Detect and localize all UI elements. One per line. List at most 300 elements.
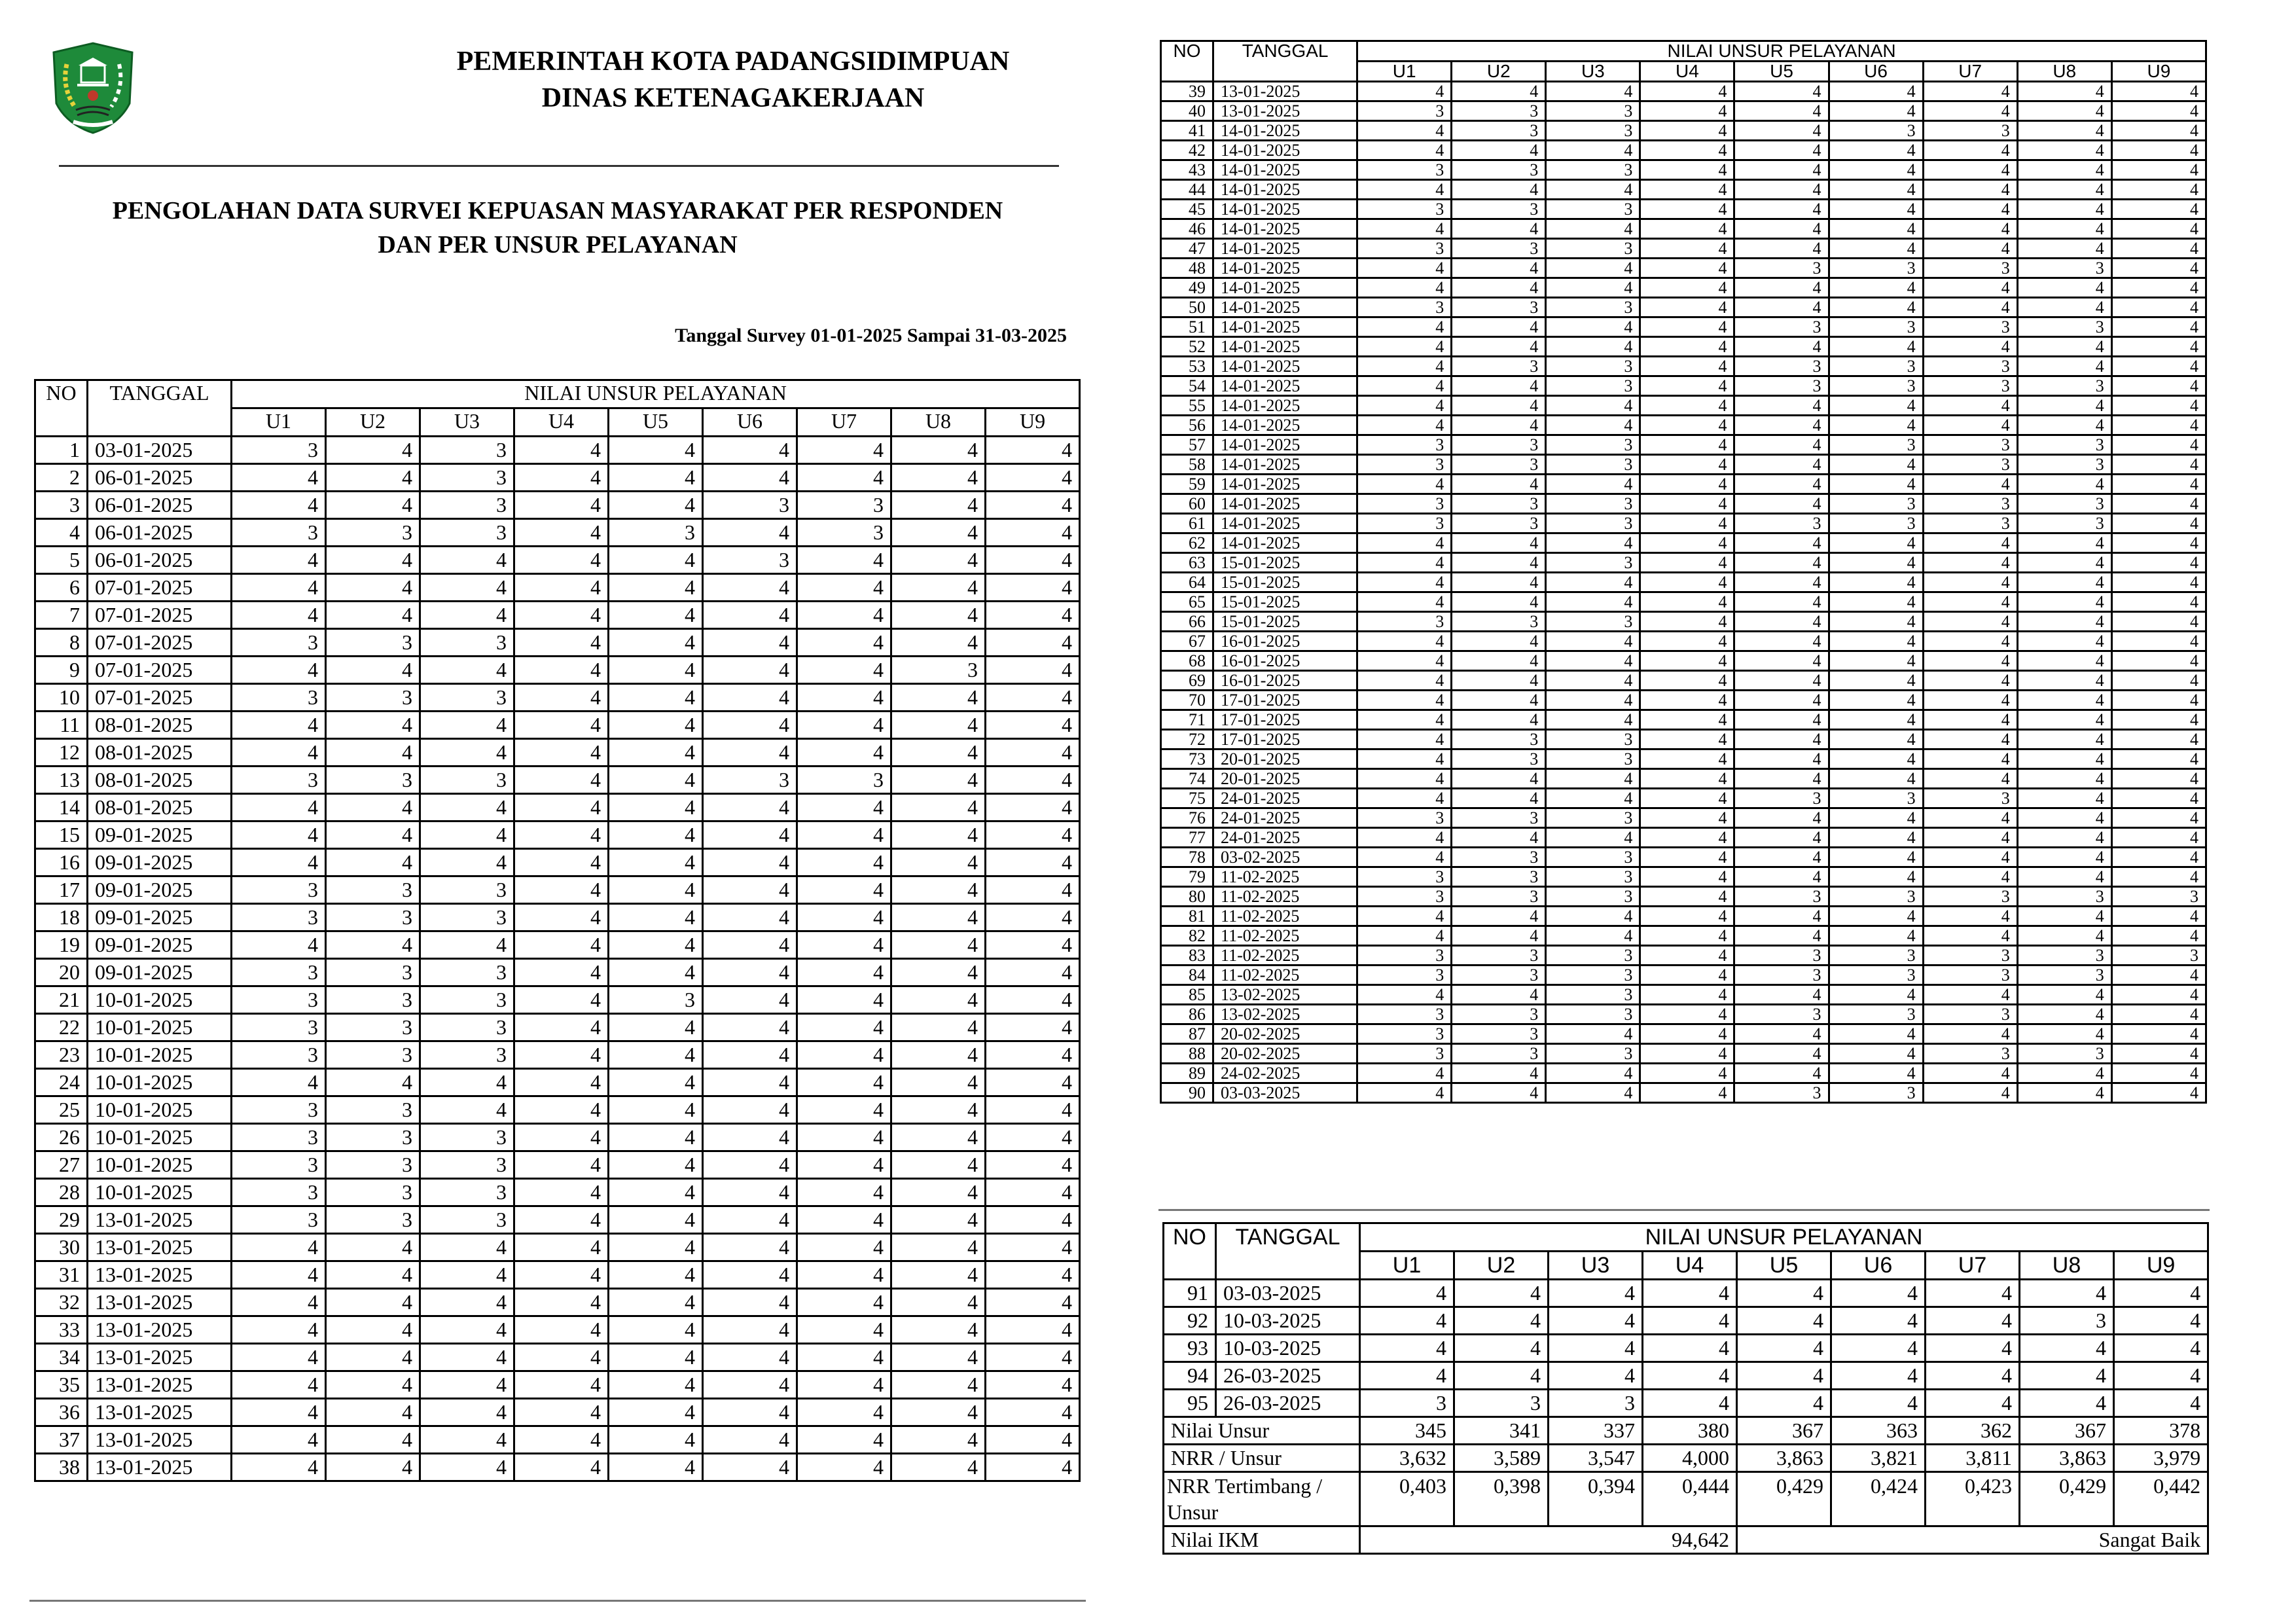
- score-u1: 3: [232, 1151, 326, 1179]
- col-header-u2: U2: [326, 408, 420, 437]
- score-u6: 3: [1829, 887, 1923, 907]
- score-u5: 4: [1734, 494, 1829, 514]
- score-u7: 4: [1923, 691, 2017, 710]
- survey-date: 15-01-2025: [1213, 592, 1357, 612]
- table-row: [1161, 396, 2206, 416]
- score-u4: 4: [514, 767, 609, 794]
- table-row: [1161, 710, 2206, 730]
- score-u4: 4: [1640, 278, 1734, 298]
- score-u6: 4: [703, 1124, 797, 1151]
- score-u3: 4: [420, 739, 514, 767]
- score-u1: 3: [1357, 808, 1452, 828]
- score-u2: 3: [1452, 435, 1546, 455]
- survey-date: 14-01-2025: [1213, 259, 1357, 278]
- score-u6: 4: [703, 1371, 797, 1399]
- score-u3: 3: [1546, 985, 1640, 1005]
- respondent-no: 93: [1164, 1335, 1216, 1362]
- respondent-no: 82: [1161, 926, 1213, 946]
- nilai-unsur-u4: 380: [1643, 1417, 1737, 1445]
- score-u9: 4: [2111, 710, 2206, 730]
- respondent-no: 41: [1161, 121, 1213, 141]
- score-u1: 4: [1357, 553, 1452, 573]
- score-u9: 4: [2111, 200, 2206, 219]
- table-row: [1161, 749, 2206, 769]
- score-u5: 4: [609, 712, 703, 739]
- score-u5: 4: [609, 1426, 703, 1454]
- score-u5: 4: [1734, 691, 1829, 710]
- score-u7: 4: [797, 1206, 891, 1234]
- score-u6: 4: [703, 1344, 797, 1371]
- score-u9: 4: [2111, 494, 2206, 514]
- score-u2: 4: [326, 1234, 420, 1261]
- score-u4: 4: [514, 519, 609, 547]
- score-u7: 4: [797, 821, 891, 849]
- score-u6: 3: [1829, 259, 1923, 278]
- table-row: [1161, 730, 2206, 749]
- score-u7: 3: [1923, 376, 2017, 396]
- score-u5: 4: [609, 629, 703, 657]
- score-u9: 4: [986, 602, 1080, 629]
- score-u6: 4: [1829, 730, 1923, 749]
- score-u5: 3: [1734, 514, 1829, 533]
- score-u2: 3: [1452, 1024, 1546, 1044]
- score-u7: 4: [1926, 1390, 2020, 1417]
- score-u8: 4: [2020, 1390, 2114, 1417]
- score-u6: 4: [703, 574, 797, 602]
- col-header-u8: U8: [2017, 62, 2111, 82]
- score-u5: 4: [609, 1316, 703, 1344]
- respondent-no: 3: [35, 492, 88, 519]
- table-row: [1161, 494, 2206, 514]
- score-u9: 4: [986, 712, 1080, 739]
- score-u1: 4: [1357, 121, 1452, 141]
- score-u5: 4: [609, 767, 703, 794]
- nilai-ikm-label: Nilai IKM: [1164, 1526, 1360, 1554]
- score-u5: 4: [1734, 828, 1829, 848]
- respondent-no: 71: [1161, 710, 1213, 730]
- table-row: [35, 1124, 1080, 1151]
- score-u8: 4: [891, 1069, 986, 1096]
- score-u3: 3: [1546, 965, 1640, 985]
- table-row: [1161, 180, 2206, 200]
- score-u3: 3: [1546, 376, 1640, 396]
- score-u6: 4: [703, 1399, 797, 1426]
- score-u3: 3: [420, 629, 514, 657]
- score-u1: 4: [1360, 1307, 1454, 1335]
- table-row: [1161, 848, 2206, 867]
- score-u1: 4: [1357, 317, 1452, 337]
- score-u8: 4: [891, 602, 986, 629]
- table-row: [1161, 965, 2206, 985]
- respondent-no: 22: [35, 1014, 88, 1041]
- score-u5: 4: [1737, 1335, 1831, 1362]
- score-u8: 4: [2017, 475, 2111, 494]
- score-u1: 4: [232, 931, 326, 959]
- score-u2: 4: [1454, 1280, 1549, 1307]
- score-u1: 3: [1357, 200, 1452, 219]
- nrr-tertimbang-u4: 0,444: [1643, 1472, 1737, 1526]
- score-u4: 4: [514, 1344, 609, 1371]
- score-u1: 4: [1360, 1335, 1454, 1362]
- table-row: [1161, 1024, 2206, 1044]
- score-u1: 4: [232, 1069, 326, 1096]
- score-u6: 4: [1829, 533, 1923, 553]
- score-u3: 4: [1546, 691, 1640, 710]
- score-u1: 4: [232, 712, 326, 739]
- score-u3: 3: [1546, 160, 1640, 180]
- respondent-no: 39: [1161, 82, 1213, 101]
- score-u9: 4: [986, 547, 1080, 574]
- score-u7: 4: [1923, 1064, 2017, 1083]
- survey-date: 16-01-2025: [1213, 671, 1357, 691]
- score-u6: 4: [1831, 1390, 1926, 1417]
- respondent-no: 87: [1161, 1024, 1213, 1044]
- score-u1: 4: [232, 821, 326, 849]
- score-u2: 3: [1452, 965, 1546, 985]
- score-u8: 4: [2020, 1362, 2114, 1390]
- score-u6: 4: [703, 1069, 797, 1096]
- score-u2: 4: [326, 1426, 420, 1454]
- respondent-no: 70: [1161, 691, 1213, 710]
- survey-date: 13-01-2025: [88, 1316, 232, 1344]
- table-row: [35, 519, 1080, 547]
- score-u6: 4: [703, 1289, 797, 1316]
- score-u9: 4: [986, 794, 1080, 821]
- score-u9: 4: [986, 684, 1080, 712]
- score-u9: 4: [986, 629, 1080, 657]
- score-u1: 3: [1357, 1024, 1452, 1044]
- score-u3: 4: [1546, 632, 1640, 651]
- score-u5: 3: [1734, 887, 1829, 907]
- score-u9: 4: [986, 1234, 1080, 1261]
- score-u8: 4: [2017, 808, 2111, 828]
- survey-date: 14-01-2025: [1213, 475, 1357, 494]
- table-row: [1161, 475, 2206, 494]
- score-u5: 4: [609, 1014, 703, 1041]
- score-u6: 3: [1829, 1083, 1923, 1103]
- score-u4: 4: [514, 602, 609, 629]
- score-u6: 4: [703, 904, 797, 931]
- score-u2: 4: [1452, 82, 1546, 101]
- score-u2: 4: [1452, 651, 1546, 671]
- score-u3: 3: [1546, 730, 1640, 749]
- score-u7: 3: [1923, 1044, 2017, 1064]
- score-u6: 4: [703, 464, 797, 492]
- score-u9: 4: [986, 1069, 1080, 1096]
- score-u6: 4: [1829, 848, 1923, 867]
- score-u8: 3: [2017, 946, 2111, 965]
- score-u6: 4: [703, 959, 797, 986]
- score-u1: 3: [232, 904, 326, 931]
- score-u3: 4: [420, 1371, 514, 1399]
- col-header-u7: U7: [1923, 62, 2017, 82]
- score-u4: 4: [1640, 219, 1734, 239]
- score-u5: 3: [1734, 946, 1829, 965]
- nrr-unsur-label: NRR / Unsur: [1164, 1445, 1360, 1472]
- score-u2: 4: [1452, 337, 1546, 357]
- score-u4: 4: [1640, 1083, 1734, 1103]
- score-u6: 4: [703, 684, 797, 712]
- score-u9: 4: [2111, 573, 2206, 592]
- respondent-no: 60: [1161, 494, 1213, 514]
- score-u9: 4: [2111, 769, 2206, 789]
- score-u6: 4: [1829, 416, 1923, 435]
- score-u3: 4: [1546, 396, 1640, 416]
- score-u8: 4: [891, 712, 986, 739]
- survey-date: 15-01-2025: [1213, 553, 1357, 573]
- score-u6: 4: [1829, 985, 1923, 1005]
- col-header-no: NO: [35, 380, 88, 437]
- score-u8: 4: [2017, 337, 2111, 357]
- score-u6: 4: [1829, 691, 1923, 710]
- survey-date: 14-01-2025: [1213, 514, 1357, 533]
- department-name: DINAS KETENAGAKERJAAN: [541, 83, 925, 113]
- score-u5: 4: [609, 876, 703, 904]
- score-u2: 3: [1452, 494, 1546, 514]
- score-u2: 3: [1452, 121, 1546, 141]
- survey-date: 24-01-2025: [1213, 808, 1357, 828]
- score-u6: 4: [703, 1454, 797, 1481]
- score-u9: 4: [2111, 1083, 2206, 1103]
- score-u9: 4: [2111, 1024, 2206, 1044]
- nilai-ikm-row: [1164, 1526, 2208, 1554]
- score-u3: 4: [1546, 416, 1640, 435]
- score-u2: 3: [326, 986, 420, 1014]
- score-u4: 4: [1643, 1307, 1737, 1335]
- score-u4: 4: [1640, 907, 1734, 926]
- score-u6: 4: [703, 876, 797, 904]
- table-row: [1161, 867, 2206, 887]
- score-u6: 3: [1829, 946, 1923, 965]
- survey-date: 07-01-2025: [88, 629, 232, 657]
- score-u8: 4: [2017, 926, 2111, 946]
- footer-divider: [29, 1600, 1086, 1602]
- survey-date: 13-01-2025: [88, 1261, 232, 1289]
- score-u9: 4: [2111, 867, 2206, 887]
- score-u6: 4: [1829, 298, 1923, 317]
- score-u1: 4: [232, 1316, 326, 1344]
- score-u6: 4: [1829, 907, 1923, 926]
- score-u3: 4: [1546, 475, 1640, 494]
- score-u2: 4: [1454, 1335, 1549, 1362]
- score-u5: 4: [609, 1179, 703, 1206]
- respondent-no: 25: [35, 1096, 88, 1124]
- score-u4: 4: [1640, 121, 1734, 141]
- score-u2: 4: [326, 657, 420, 684]
- score-u7: 4: [797, 629, 891, 657]
- score-u4: 4: [1640, 455, 1734, 475]
- score-u6: 4: [703, 1316, 797, 1344]
- score-u8: 4: [891, 904, 986, 931]
- score-u5: 4: [609, 904, 703, 931]
- score-u4: 4: [1640, 848, 1734, 867]
- score-u1: 4: [1357, 533, 1452, 553]
- score-u7: 4: [1923, 278, 2017, 298]
- score-u8: 4: [891, 767, 986, 794]
- respondent-no: 1: [35, 437, 88, 464]
- score-u7: 4: [1923, 848, 2017, 867]
- score-u1: 3: [232, 629, 326, 657]
- survey-date: 13-01-2025: [1213, 101, 1357, 121]
- col-header-u7: U7: [1926, 1252, 2020, 1280]
- score-u7: 4: [797, 437, 891, 464]
- nrr-tertimbang-u6: 0,424: [1831, 1472, 1926, 1526]
- score-u5: 4: [609, 464, 703, 492]
- score-u2: 4: [1452, 396, 1546, 416]
- score-u2: 4: [1452, 828, 1546, 848]
- score-u3: 3: [420, 1206, 514, 1234]
- table-row: [35, 849, 1080, 876]
- table-row: [35, 1344, 1080, 1371]
- score-u6: 4: [703, 519, 797, 547]
- col-header-u6: U6: [1831, 1252, 1926, 1280]
- table-row: [1161, 926, 2206, 946]
- score-u9: 4: [2111, 219, 2206, 239]
- col-header-u8: U8: [2020, 1252, 2114, 1280]
- respondent-no: 28: [35, 1179, 88, 1206]
- score-u8: 3: [2017, 376, 2111, 396]
- score-u2: 3: [326, 1179, 420, 1206]
- score-u3: 3: [1546, 121, 1640, 141]
- score-u5: 4: [1734, 160, 1829, 180]
- score-u9: 4: [2114, 1390, 2208, 1417]
- table-row: [35, 1261, 1080, 1289]
- survey-date: 03-01-2025: [88, 437, 232, 464]
- score-u3: 3: [420, 1179, 514, 1206]
- score-u9: 4: [2111, 435, 2206, 455]
- score-u5: 4: [1734, 985, 1829, 1005]
- survey-date: 10-01-2025: [88, 1069, 232, 1096]
- score-u4: 4: [1640, 82, 1734, 101]
- score-u4: 4: [514, 959, 609, 986]
- score-u2: 4: [1452, 671, 1546, 691]
- score-u7: 4: [1923, 907, 2017, 926]
- score-u2: 4: [1452, 1064, 1546, 1083]
- table-row: [35, 1069, 1080, 1096]
- score-u4: 4: [1640, 592, 1734, 612]
- score-u4: 4: [514, 1096, 609, 1124]
- score-u3: 3: [1546, 455, 1640, 475]
- score-u3: 3: [420, 1151, 514, 1179]
- score-u3: 3: [1546, 435, 1640, 455]
- score-u6: 4: [1829, 808, 1923, 828]
- score-u2: 4: [326, 712, 420, 739]
- score-u8: 4: [891, 629, 986, 657]
- score-u9: 4: [986, 1179, 1080, 1206]
- score-u6: 4: [1829, 710, 1923, 730]
- survey-date: 07-01-2025: [88, 684, 232, 712]
- respondent-no: 24: [35, 1069, 88, 1096]
- respondent-no: 68: [1161, 651, 1213, 671]
- survey-date: 14-01-2025: [1213, 121, 1357, 141]
- score-u2: 4: [326, 794, 420, 821]
- survey-date: 14-01-2025: [1213, 180, 1357, 200]
- score-u7: 4: [1926, 1307, 2020, 1335]
- score-u2: 3: [1454, 1390, 1549, 1417]
- table-row: [1161, 278, 2206, 298]
- col-header-u5: U5: [1734, 62, 1829, 82]
- score-u1: 3: [1357, 239, 1452, 259]
- nrr-unsur-row: [1164, 1445, 2208, 1472]
- score-u5: 4: [609, 1399, 703, 1426]
- score-u9: 4: [986, 574, 1080, 602]
- survey-date: 14-01-2025: [1213, 337, 1357, 357]
- respondent-no: 56: [1161, 416, 1213, 435]
- score-u1: 4: [1357, 180, 1452, 200]
- score-u7: 4: [797, 904, 891, 931]
- score-u7: 4: [1923, 101, 2017, 121]
- score-u1: 4: [232, 1234, 326, 1261]
- score-u2: 3: [326, 684, 420, 712]
- score-u1: 4: [232, 547, 326, 574]
- score-u9: 4: [986, 1261, 1080, 1289]
- score-u5: 4: [1734, 808, 1829, 828]
- score-u4: 4: [514, 904, 609, 931]
- score-u7: 4: [797, 1426, 891, 1454]
- score-u1: 3: [232, 959, 326, 986]
- score-u2: 4: [1452, 553, 1546, 573]
- score-u3: 3: [1549, 1390, 1643, 1417]
- score-u9: 4: [986, 1316, 1080, 1344]
- score-u8: 3: [891, 657, 986, 684]
- col-header-group: NILAI UNSUR PELAYANAN: [1357, 41, 2206, 62]
- respondent-no: 92: [1164, 1307, 1216, 1335]
- score-u3: 4: [420, 712, 514, 739]
- score-u8: 4: [2017, 769, 2111, 789]
- table-row: [35, 684, 1080, 712]
- respondent-no: 73: [1161, 749, 1213, 769]
- score-u9: 4: [2111, 553, 2206, 573]
- score-u8: 4: [891, 959, 986, 986]
- survey-date: 06-01-2025: [88, 492, 232, 519]
- score-u8: 4: [2017, 82, 2111, 101]
- score-u3: 4: [420, 547, 514, 574]
- score-u5: 4: [609, 849, 703, 876]
- score-u9: 4: [986, 931, 1080, 959]
- table-row: [35, 602, 1080, 629]
- score-u3: 4: [420, 849, 514, 876]
- score-u8: 4: [891, 519, 986, 547]
- score-u7: 4: [797, 547, 891, 574]
- score-u4: 4: [514, 547, 609, 574]
- score-u5: 4: [609, 794, 703, 821]
- respondent-no: 45: [1161, 200, 1213, 219]
- score-u3: 4: [420, 1234, 514, 1261]
- score-u4: 4: [1640, 828, 1734, 848]
- respondent-no: 88: [1161, 1044, 1213, 1064]
- score-u9: 4: [986, 464, 1080, 492]
- score-u2: 4: [326, 1454, 420, 1481]
- score-u4: 4: [514, 821, 609, 849]
- score-u5: 3: [609, 519, 703, 547]
- survey-date: 17-01-2025: [1213, 730, 1357, 749]
- respondent-no: 12: [35, 739, 88, 767]
- table-row: [1161, 632, 2206, 651]
- score-u6: 4: [1829, 632, 1923, 651]
- survey-date: 03-02-2025: [1213, 848, 1357, 867]
- survey-date: 14-01-2025: [1213, 533, 1357, 553]
- survey-date: 09-01-2025: [88, 821, 232, 849]
- score-u4: 4: [514, 1179, 609, 1206]
- score-u8: 3: [2017, 259, 2111, 278]
- respondent-no: 59: [1161, 475, 1213, 494]
- score-u8: 4: [891, 1371, 986, 1399]
- survey-date: 13-01-2025: [88, 1454, 232, 1481]
- score-u5: 4: [1734, 553, 1829, 573]
- score-u7: 4: [797, 1316, 891, 1344]
- score-u9: 4: [2111, 101, 2206, 121]
- score-u8: 4: [2017, 848, 2111, 867]
